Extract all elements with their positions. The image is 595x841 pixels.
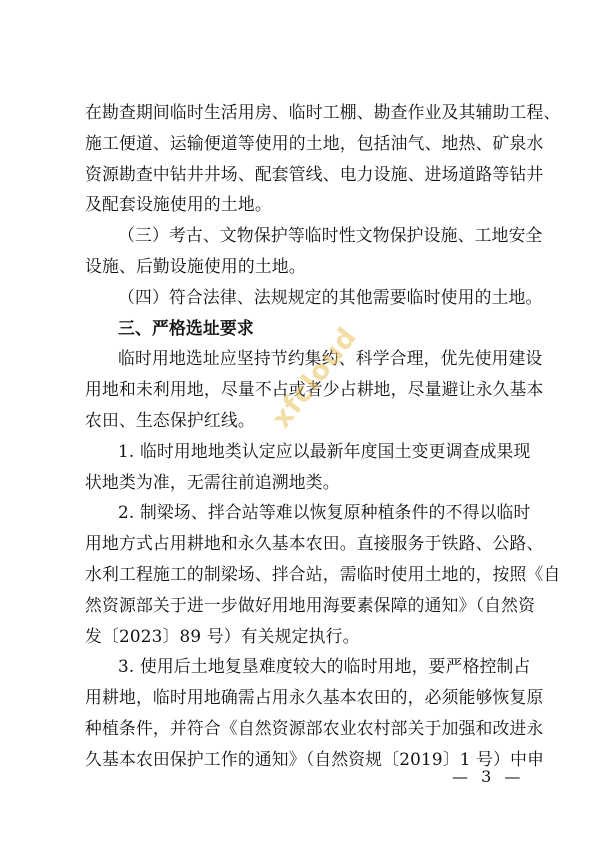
text-line: 用地方式占用耕地和永久基本农田。直接服务于铁路、公路、: [85, 533, 544, 554]
watermark: xfcloud: [266, 321, 364, 435]
text-line: 1. 临时用地地类认定应以最新年度国土变更调查成果现: [118, 440, 531, 461]
text-line: 水利工程施工的制梁场、拌合站，需临时使用土地的，按照《自: [85, 563, 561, 584]
text-line: 种植条件，并符合《自然资源部农业农村部关于加强和改进永: [85, 717, 544, 738]
heading-text: 三、严格选址要求: [118, 317, 254, 338]
text-line: 及配套设施使用的土地。: [85, 194, 272, 215]
document-body: [85, 97, 561, 775]
text-line: 设施、后勤设施使用的土地。: [85, 255, 306, 276]
paragraph: [85, 97, 561, 220]
section-heading: [85, 313, 511, 344]
paragraph: [85, 436, 531, 498]
page-number: — 3 —: [452, 767, 525, 786]
paragraph: [85, 497, 561, 651]
text-line: 久基本农田保护工作的通知》（自然资规〔2019〕1 号）中申: [85, 748, 545, 769]
text-line: 发〔2023〕89 号）有关规定执行。: [85, 625, 360, 646]
text-line: 然资源部关于进一步做好用地用海要素保障的通知》（自然资: [85, 594, 536, 615]
text-line: （四）符合法律、法规规定的其他需要临时使用的土地。: [118, 286, 543, 307]
text-line: 农田、生态保护红线。: [85, 409, 255, 430]
text-line: 2. 制梁场、拌合站等难以恢复原种植条件的不得以临时: [118, 502, 531, 523]
text-line: 3. 使用后土地复垦难度较大的临时用地，要严格控制占: [118, 656, 531, 677]
text-line: 施工便道、运输便道等使用的土地，包括油气、地热、矿泉水: [85, 132, 544, 153]
text-line: 临时用地选址应坚持节约集约、科学合理，优先使用建设: [118, 348, 543, 369]
paragraph: [85, 651, 545, 774]
text-line: 用地和未利用地，尽量不占或者少占耕地，尽量避让永久基本: [85, 379, 544, 400]
text-line: （三）考古、文物保护等临时性文物保护设施、工地安全: [118, 225, 543, 246]
text-line: 资源勘查中钻井井场、配套管线、电力设施、进场道路等钻井: [85, 163, 544, 184]
paragraph: [85, 282, 543, 313]
text-line: 用耕地，临时用地确需占用永久基本农田的，必须能够恢复原: [85, 687, 544, 708]
text-line: 状地类为准，无需往前追溯地类。: [85, 471, 340, 492]
paragraph: [85, 220, 543, 282]
text-line: 在勘查期间临时生活用房、临时工棚、勘查作业及其辅助工程、: [85, 102, 561, 122]
